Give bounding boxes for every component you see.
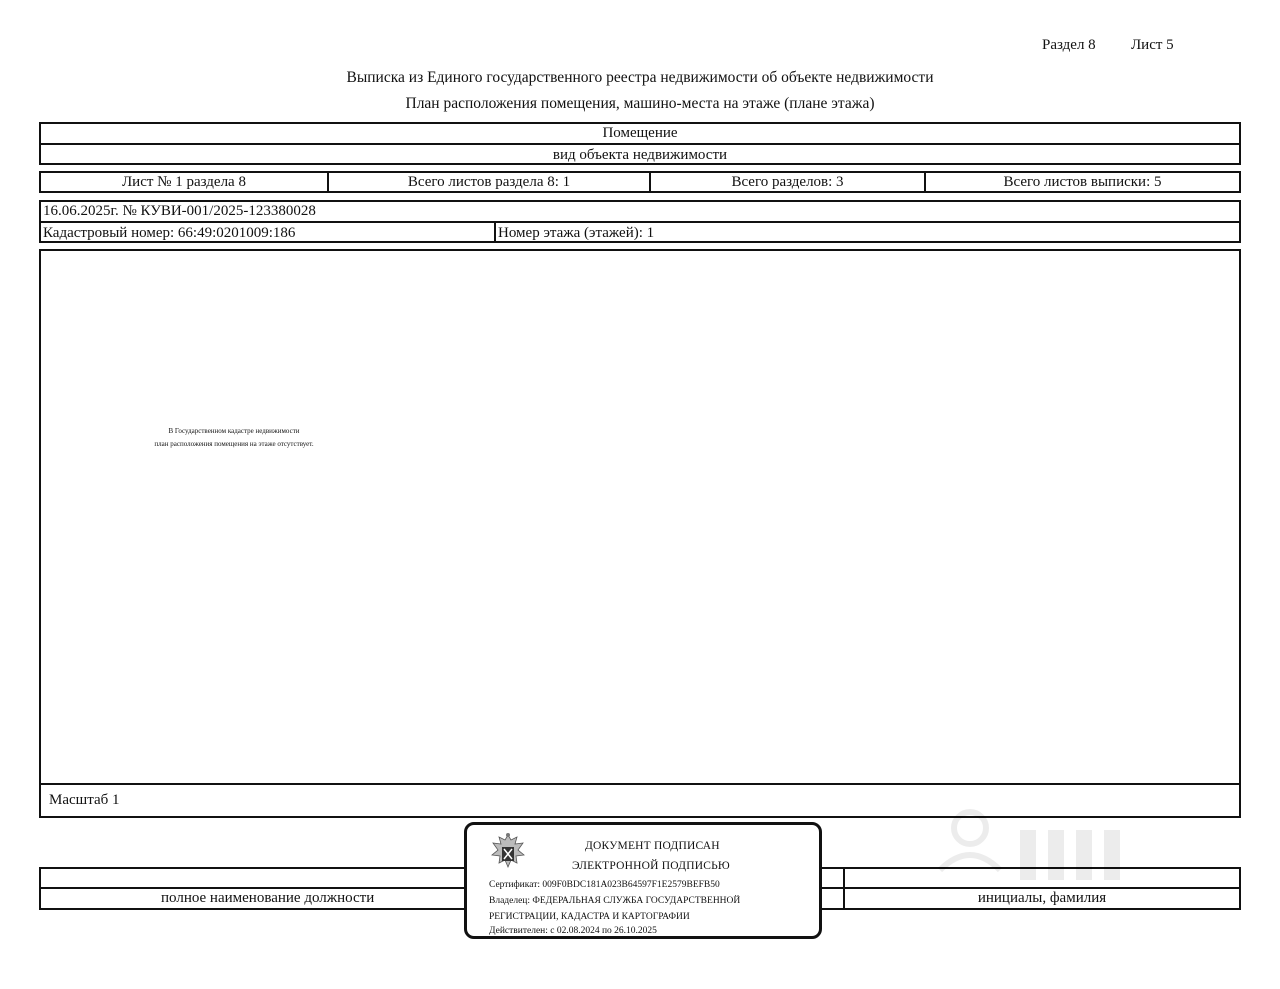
name-caption: инициалы, фамилия xyxy=(977,890,1107,907)
object-type: Помещение xyxy=(41,124,1239,145)
plan-note-line1: В Государственном кадастре недвижимости xyxy=(168,427,300,435)
floor-number: Номер этажа (этажей): 1 xyxy=(498,224,655,241)
extract-date-number: 16.06.2025г. № КУВИ-001/2025-123380028 xyxy=(41,202,1239,223)
document-subtitle: План расположения помещения, машино-места на этаже (плане этажа) xyxy=(405,95,875,112)
object-type-box xyxy=(39,122,1241,165)
scale-label: Масштаб 1 xyxy=(49,792,120,808)
stamp-line1: ДОКУМЕНТ ПОДПИСАН xyxy=(585,840,720,852)
position-caption: полное наименование должности xyxy=(161,890,375,907)
plan-absent-note xyxy=(139,425,329,451)
cian-watermark-icon xyxy=(930,800,1150,900)
stamp-owner-line2: РЕГИСТРАЦИИ, КАДАСТРА И КАРТОГРАФИИ xyxy=(489,912,690,922)
cadastral-number: Кадастровый номер: 66:49:0201009:186 xyxy=(41,223,496,243)
sheet-info-row xyxy=(39,171,1241,193)
scale-divider xyxy=(41,783,1239,785)
document-title: Выписка из Единого государственного реестра недвижимости об объекте недвижимости xyxy=(346,69,934,86)
total-sections-cell: Всего разделов: 3 xyxy=(651,173,926,191)
plan-note-line2: план расположения помещения на этаже отсутствует. xyxy=(154,440,314,448)
sheet-number: Лист 5 xyxy=(1131,37,1174,53)
stamp-certificate: Сертификат: 009F0BDC181A023B64597F1E2579BEFB50 xyxy=(489,880,720,890)
record-box xyxy=(39,200,1241,243)
electronic-signature-stamp xyxy=(464,822,822,939)
sheet-no-cell: Лист № 1 раздела 8 xyxy=(41,173,329,191)
floor-plan-box xyxy=(39,249,1241,818)
double-headed-eagle-emblem-icon xyxy=(487,831,529,873)
total-sheets-cell: Всего листов выписки: 5 xyxy=(1003,173,1162,190)
stamp-owner-line1: Владелец: ФЕДЕРАЛЬНАЯ СЛУЖБА ГОСУДАРСТВЕННОЙ xyxy=(489,896,741,906)
section-number: Раздел 8 xyxy=(1042,37,1096,53)
total-section-sheets-cell: Всего листов раздела 8: 1 xyxy=(329,173,651,191)
stamp-validity: Действителен: с 02.08.2024 по 26.10.2025 xyxy=(489,926,657,936)
object-type-caption: вид объекта недвижимости xyxy=(552,146,728,163)
stamp-line2: ЭЛЕКТРОННОЙ ПОДПИСЬЮ xyxy=(572,860,730,872)
